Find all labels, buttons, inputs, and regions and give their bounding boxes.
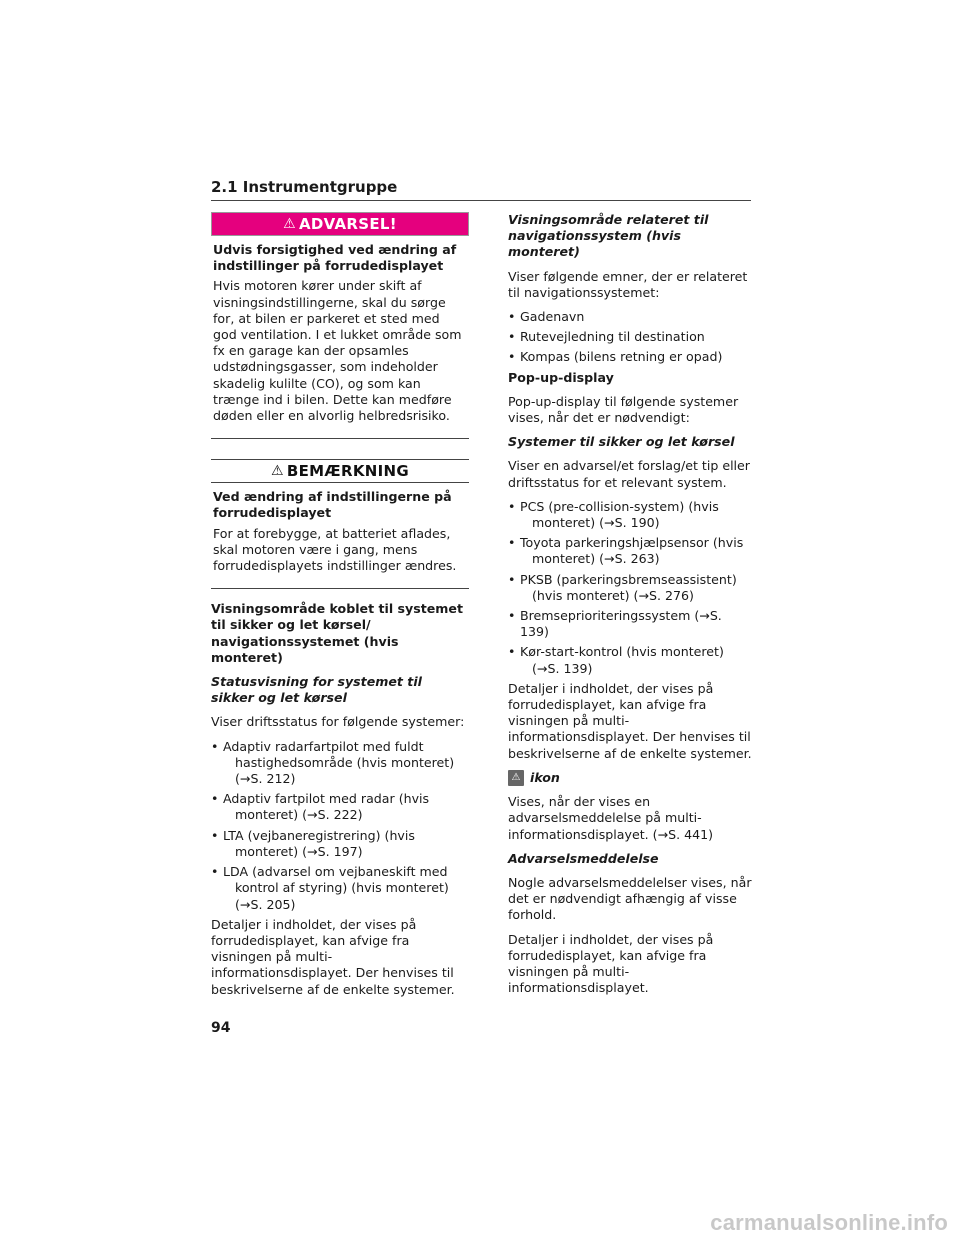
warning-box — [211, 212, 469, 439]
list-item: • PKSB (parkeringsbremseassistent) (hvis monteret) (→S. 276) — [508, 572, 754, 604]
list-item: • PCS (pre-collision-system) (hvis monteret) (→S. 190) — [508, 499, 754, 531]
warning-text: Hvis motoren kører under skift af visningsindstillingerne, skal du sørge for, at bilen er parkeret et sted med god ventilation. I et lukket område som fx en garage kan der opsamles udstødningsgasser, som indeholder skadelig kulilte (CO), og som kan trænge ind i bilen. Dette kan medføre døden eller en alvorlig helbredsrisiko. — [213, 278, 462, 424]
notice-label: BEMÆRKNING — [286, 462, 409, 481]
popup-intro: Pop-up-display til følgende systemer vises, når det er nødvendigt: — [508, 393, 739, 426]
left-subheading: Statusvisning for systemet til sikker og let kørsel — [211, 674, 422, 706]
safety-list — [508, 499, 754, 677]
popup-heading: Pop-up-display — [508, 369, 614, 385]
left-list — [211, 739, 469, 913]
nav-intro: Viser følgende emner, der er relateret til navigationssystemet: — [508, 268, 748, 300]
left-details: Detaljer i indholdet, der vises på forrudedisplayet, kan afvige fra visningen på multi-informationsdisplayet. Der henvises til beskrivelserne af de enkelte systemer. — [211, 916, 455, 997]
notice-icon: ⚠ — [271, 463, 284, 480]
left-heading: Visningsområde koblet til systemet til sikker og let kørsel/ navigationssystemet (hvis monteret) — [211, 601, 463, 665]
list-item: • Rutevejledning til destination — [508, 329, 754, 345]
list-item: • Adaptiv radarfartpilot med fuldt hastighedsområde (hvis monteret) (→S. 212) — [211, 739, 469, 788]
icon-heading: ikon — [530, 769, 560, 785]
right-column — [508, 212, 754, 1004]
left-intro: Viser driftsstatus for følgende systemer: — [211, 714, 465, 730]
watermark: carmanualsonline.info — [710, 1210, 948, 1235]
list-item: • LDA (advarsel om vejbaneskift med kontrol af styring) (hvis monteret) (→S. 205) — [211, 864, 469, 913]
notice-text: For at forebygge, at batteriet aflades, skal motoren være i gang, mens forrudedisplayets indstillinger ændres. — [213, 525, 457, 574]
icon-text: Vises, når der vises en advarselsmeddelelse på multi-informationsdisplayet. (→S. 441) — [508, 794, 714, 842]
msg-text-1: Nogle advarselsmeddelelser vises, når det er nødvendigt afhængig af visse forhold. — [508, 874, 752, 923]
nav-heading: Visningsområde relateret til navigationssystem (hvis monteret) — [508, 212, 709, 260]
warning-header — [211, 212, 469, 236]
page-number: 94 — [211, 1020, 231, 1036]
notice-header — [211, 459, 469, 483]
section-header: 2.1 Instrumentgruppe — [211, 178, 751, 201]
list-item: • Kompas (bilens retning er opad) — [508, 349, 754, 365]
list-item: • LTA (vejbaneregistrering) (hvis monteret) (→S. 197) — [211, 828, 469, 860]
warning-icon: ⚠ — [508, 770, 524, 786]
safety-intro: Viser en advarsel/et forslag/et tip eller driftsstatus for et relevant system. — [508, 458, 750, 490]
list-item: • Gadenavn — [508, 309, 754, 325]
warning-icon: ⚠ — [283, 216, 296, 232]
notice-title: Ved ændring af indstillingerne på forrudedisplayet — [213, 489, 452, 521]
safety-heading: Systemer til sikker og let kørsel — [508, 434, 735, 450]
list-item: • Kør-start-kontrol (hvis monteret) (→S. 139) — [508, 644, 754, 676]
left-column — [211, 212, 469, 1006]
safety-details: Detaljer i indholdet, der vises på forrudedisplayet, kan afvige fra visningen på multi-informationsdisplayet. Der henvises til beskrivelserne af de enkelte systemer. — [508, 680, 752, 761]
list-item: • Bremseprioriteringssystem (→S. 139) — [508, 608, 754, 640]
warning-title: Udvis forsigtighed ved ændring af indstillinger på forrudedisplayet — [213, 242, 457, 274]
list-item: • Adaptiv fartpilot med radar (hvis monteret) (→S. 222) — [211, 791, 469, 823]
nav-list — [508, 309, 754, 366]
icon-heading-line — [508, 770, 754, 786]
warning-label: ADVARSEL! — [298, 215, 397, 233]
list-item: • Toyota parkeringshjælpsensor (hvis monteret) (→S. 263) — [508, 535, 754, 567]
notice-box — [211, 459, 469, 589]
msg-text-2: Detaljer i indholdet, der vises på forrudedisplayet, kan afvige fra visningen på multi-informationsdisplayet. — [508, 931, 714, 996]
msg-heading: Advarselsmeddelelse — [508, 850, 659, 866]
